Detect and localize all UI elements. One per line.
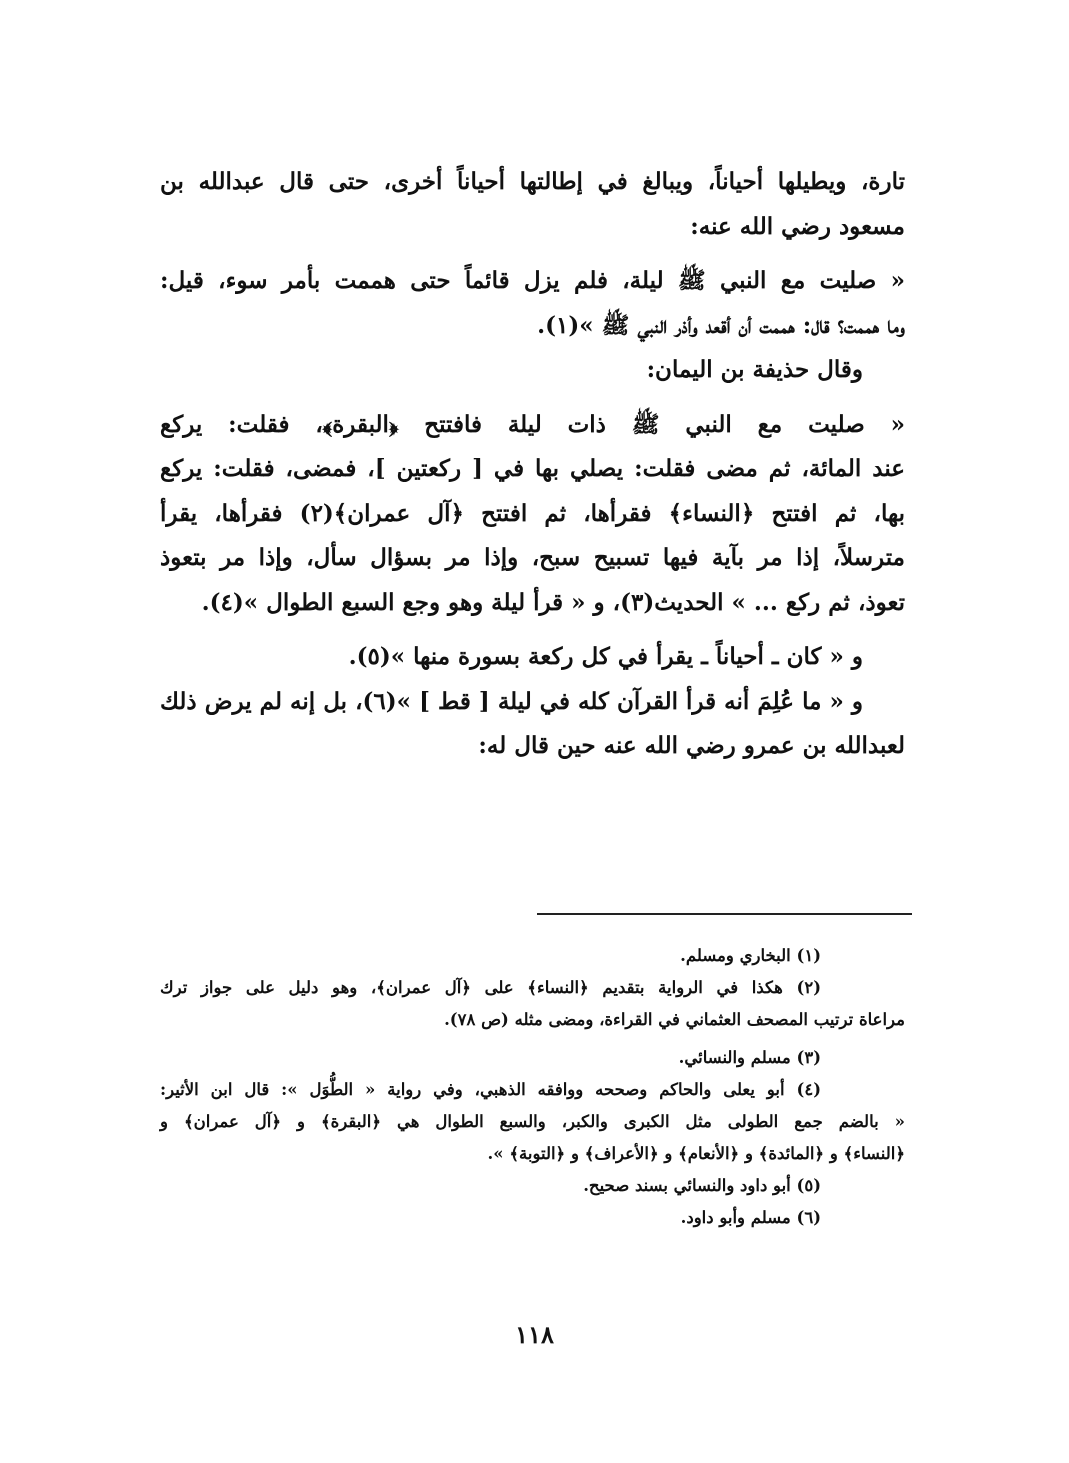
- text-line: « صليت مع النبي ﷺ ليلة، فلم يزل قائماً حتى هممت بأمر سوء، قيل:: [160, 267, 905, 294]
- footnote: (٢) هكذا في الرواية بتقديم ﴿النساء﴾ على ﴿آل عمران﴾، وهو دليل على جواز ترك: [160, 978, 821, 997]
- text-line: « صليت مع النبي ﷺ ذات ليلة فافتتح ﴿البقرة﴾، فقلت: يركع: [160, 410, 905, 438]
- text-line: تعوذ، ثم ركع ... » الحديث(٣)، و « قرأ ليلة وهو وجع السبع الطوال »(٤).: [201, 588, 905, 616]
- footnote: (١) البخاري ومسلم.: [680, 946, 821, 965]
- footnote: (٤) أبو يعلى والحاكم وصححه ووافقه الذهبي، وفي رواية « الطُّوَل »: قال ابن الأثير:: [160, 1080, 821, 1099]
- footnote: (٣) مسلم والنسائي.: [678, 1048, 821, 1067]
- text-line: مترسلاً، إذا مر بآية فيها تسبيح سبح، وإذا مر بسؤال سأل، وإذا مر بتعوذ: [160, 544, 905, 571]
- footnote-separator: [537, 913, 912, 915]
- text-line: لعبدالله بن عمرو رضي الله عنه حين قال له:: [478, 732, 905, 759]
- text-line: تارة، ويطيلها أحياناً، ويبالغ في إطالتها أحياناً أخرى، حتى قال عبدالله بن: [160, 168, 905, 195]
- footnote: (٥) أبو داود والنسائي بسند صحيح.: [583, 1176, 821, 1195]
- main-text: [160, 160, 905, 769]
- text-line: و « ما عُلِمَ أنه قرأ القرآن كله في ليلة [ قط ] »(٦)، بل إنه لم يرض ذلك: [160, 687, 863, 715]
- text-line: وما هممت؟ قال: هممت أن أقعد وأذر النبي ﷺ »(١).: [537, 311, 905, 339]
- text-line: و « كان ـ أحياناً ـ يقرأ في كل ركعة بسورة منها »(٥).: [348, 643, 863, 670]
- text-line: بها، ثم افتتح ﴿النساء﴾ فقرأها، ثم افتتح ﴿آل عمران﴾(٢) فقرأها، يقرأ: [160, 499, 905, 527]
- text-line: عند المائة، ثم مضى فقلت: يصلي بها في [ ركعتين ]، فمضى، فقلت: يركع: [160, 455, 905, 482]
- footnotes: [160, 940, 905, 1234]
- footnote-continuation: ﴿النساء﴾ و ﴿المائدة﴾ و ﴿الأنعام﴾ و ﴿الأعراف﴾ و ﴿التوبة﴾ ».: [487, 1144, 905, 1163]
- text-line: وقال حذيفة بن اليمان:: [646, 356, 863, 383]
- text-line: مسعود رضي الله عنه:: [690, 212, 905, 240]
- footnote-continuation: مراعاة ترتيب المصحف العثماني في القراءة، ومضى مثله (ص ٧٨).: [444, 1010, 905, 1029]
- footnote: (٦) مسلم وأبو داود.: [680, 1208, 821, 1227]
- page-number: ١١٨: [515, 1320, 554, 1349]
- footnote-continuation: « بالضم جمع الطولى مثل الكبرى والكبر، والسبع الطوال هي ﴿البقرة﴾ و ﴿آل عمران﴾ و: [160, 1112, 905, 1131]
